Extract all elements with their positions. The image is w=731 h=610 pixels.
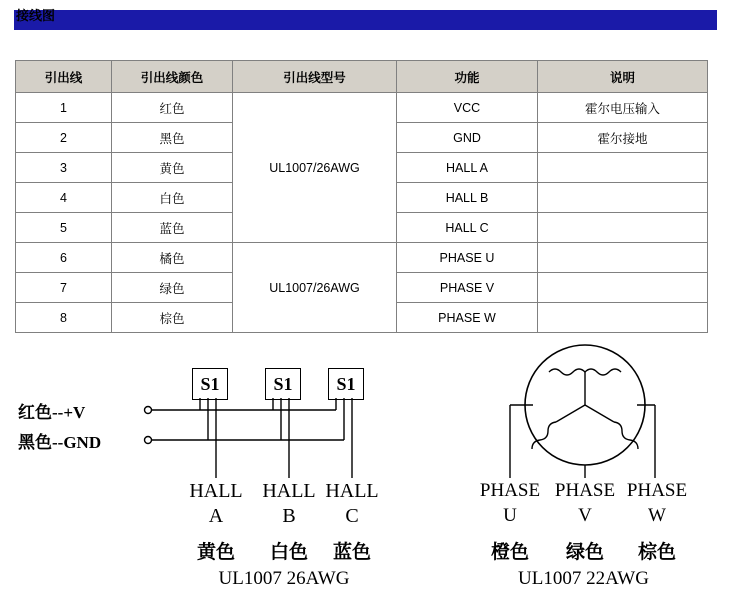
cell-function: HALL A — [397, 153, 538, 183]
cell-wire-model-hall: UL1007/26AWG — [233, 93, 397, 243]
page-title: 接线图 — [16, 8, 56, 23]
column-header-color: 引出线颜色 — [112, 61, 233, 93]
cell-wire-no: 1 — [16, 93, 112, 123]
column-header-wire: 引出线 — [16, 61, 112, 93]
cell-wire-color: 橘色 — [112, 243, 233, 273]
cell-function: HALL C — [397, 213, 538, 243]
hall-wire-color-c: 蓝色 — [332, 542, 371, 563]
hall-wire-color-b: 白色 — [269, 542, 308, 563]
phase-label-v-line2: V — [578, 505, 592, 526]
cell-function: PHASE W — [397, 303, 538, 333]
cell-wire-color: 白色 — [112, 183, 233, 213]
cell-wire-color: 蓝色 — [112, 213, 233, 243]
phase-wire-color-v: 绿色 — [565, 542, 604, 563]
hall-sensor-box-a: S1 — [192, 368, 228, 400]
phase-label-u-line1: PHASE — [479, 480, 541, 501]
hall-label-a-line2: A — [208, 505, 224, 527]
label-gnd-wire: 黑色--GND — [18, 433, 102, 452]
cell-description: 霍尔接地 — [538, 123, 708, 153]
phase-label-u-line2: U — [503, 505, 517, 526]
hall-label-c-line2: C — [345, 505, 359, 527]
cell-wire-no: 2 — [16, 123, 112, 153]
hall-label-a-line1: HALL — [189, 480, 243, 502]
phase-cable-spec: UL1007 22AWG — [518, 568, 649, 589]
cell-function: PHASE U — [397, 243, 538, 273]
hall-wire-color-a: 黄色 — [196, 542, 235, 563]
hall-label-b-line1: HALL — [262, 480, 316, 502]
column-header-model: 引出线型号 — [233, 61, 397, 93]
cell-wire-color: 黑色 — [112, 123, 233, 153]
hall-sensor-box-b: S1 — [265, 368, 301, 400]
cell-wire-no: 5 — [16, 213, 112, 243]
cell-wire-no: 4 — [16, 183, 112, 213]
cell-wire-color: 黄色 — [112, 153, 233, 183]
label-vcc-wire: 红色--+V — [18, 403, 86, 422]
phase-label-w-line2: W — [648, 505, 666, 526]
cell-function: HALL B — [397, 183, 538, 213]
cell-description: 霍尔电压输入 — [538, 93, 708, 123]
cell-function: VCC — [397, 93, 538, 123]
phase-label-w-line1: PHASE — [626, 480, 688, 501]
cell-function: GND — [397, 123, 538, 153]
cell-wire-no: 8 — [16, 303, 112, 333]
cell-function: PHASE V — [397, 273, 538, 303]
phase-label-v-line1: PHASE — [554, 480, 616, 501]
cell-wire-no: 7 — [16, 273, 112, 303]
cell-wire-color: 绿色 — [112, 273, 233, 303]
hall-cable-spec: UL1007 26AWG — [218, 568, 350, 589]
hall-label-b-line2: B — [282, 505, 296, 527]
hall-sensor-box-c: S1 — [328, 368, 364, 400]
phase-wire-color-w: 棕色 — [637, 542, 676, 563]
column-header-description: 说明 — [538, 61, 708, 93]
cell-wire-no: 3 — [16, 153, 112, 183]
column-header-function: 功能 — [397, 61, 538, 93]
hall-label-c-line1: HALL — [325, 480, 379, 502]
cell-wire-model-phase: UL1007/26AWG — [233, 243, 397, 333]
cell-wire-color: 棕色 — [112, 303, 233, 333]
phase-wire-color-u: 橙色 — [490, 542, 529, 563]
cell-wire-no: 6 — [16, 243, 112, 273]
cell-wire-color: 红色 — [112, 93, 233, 123]
